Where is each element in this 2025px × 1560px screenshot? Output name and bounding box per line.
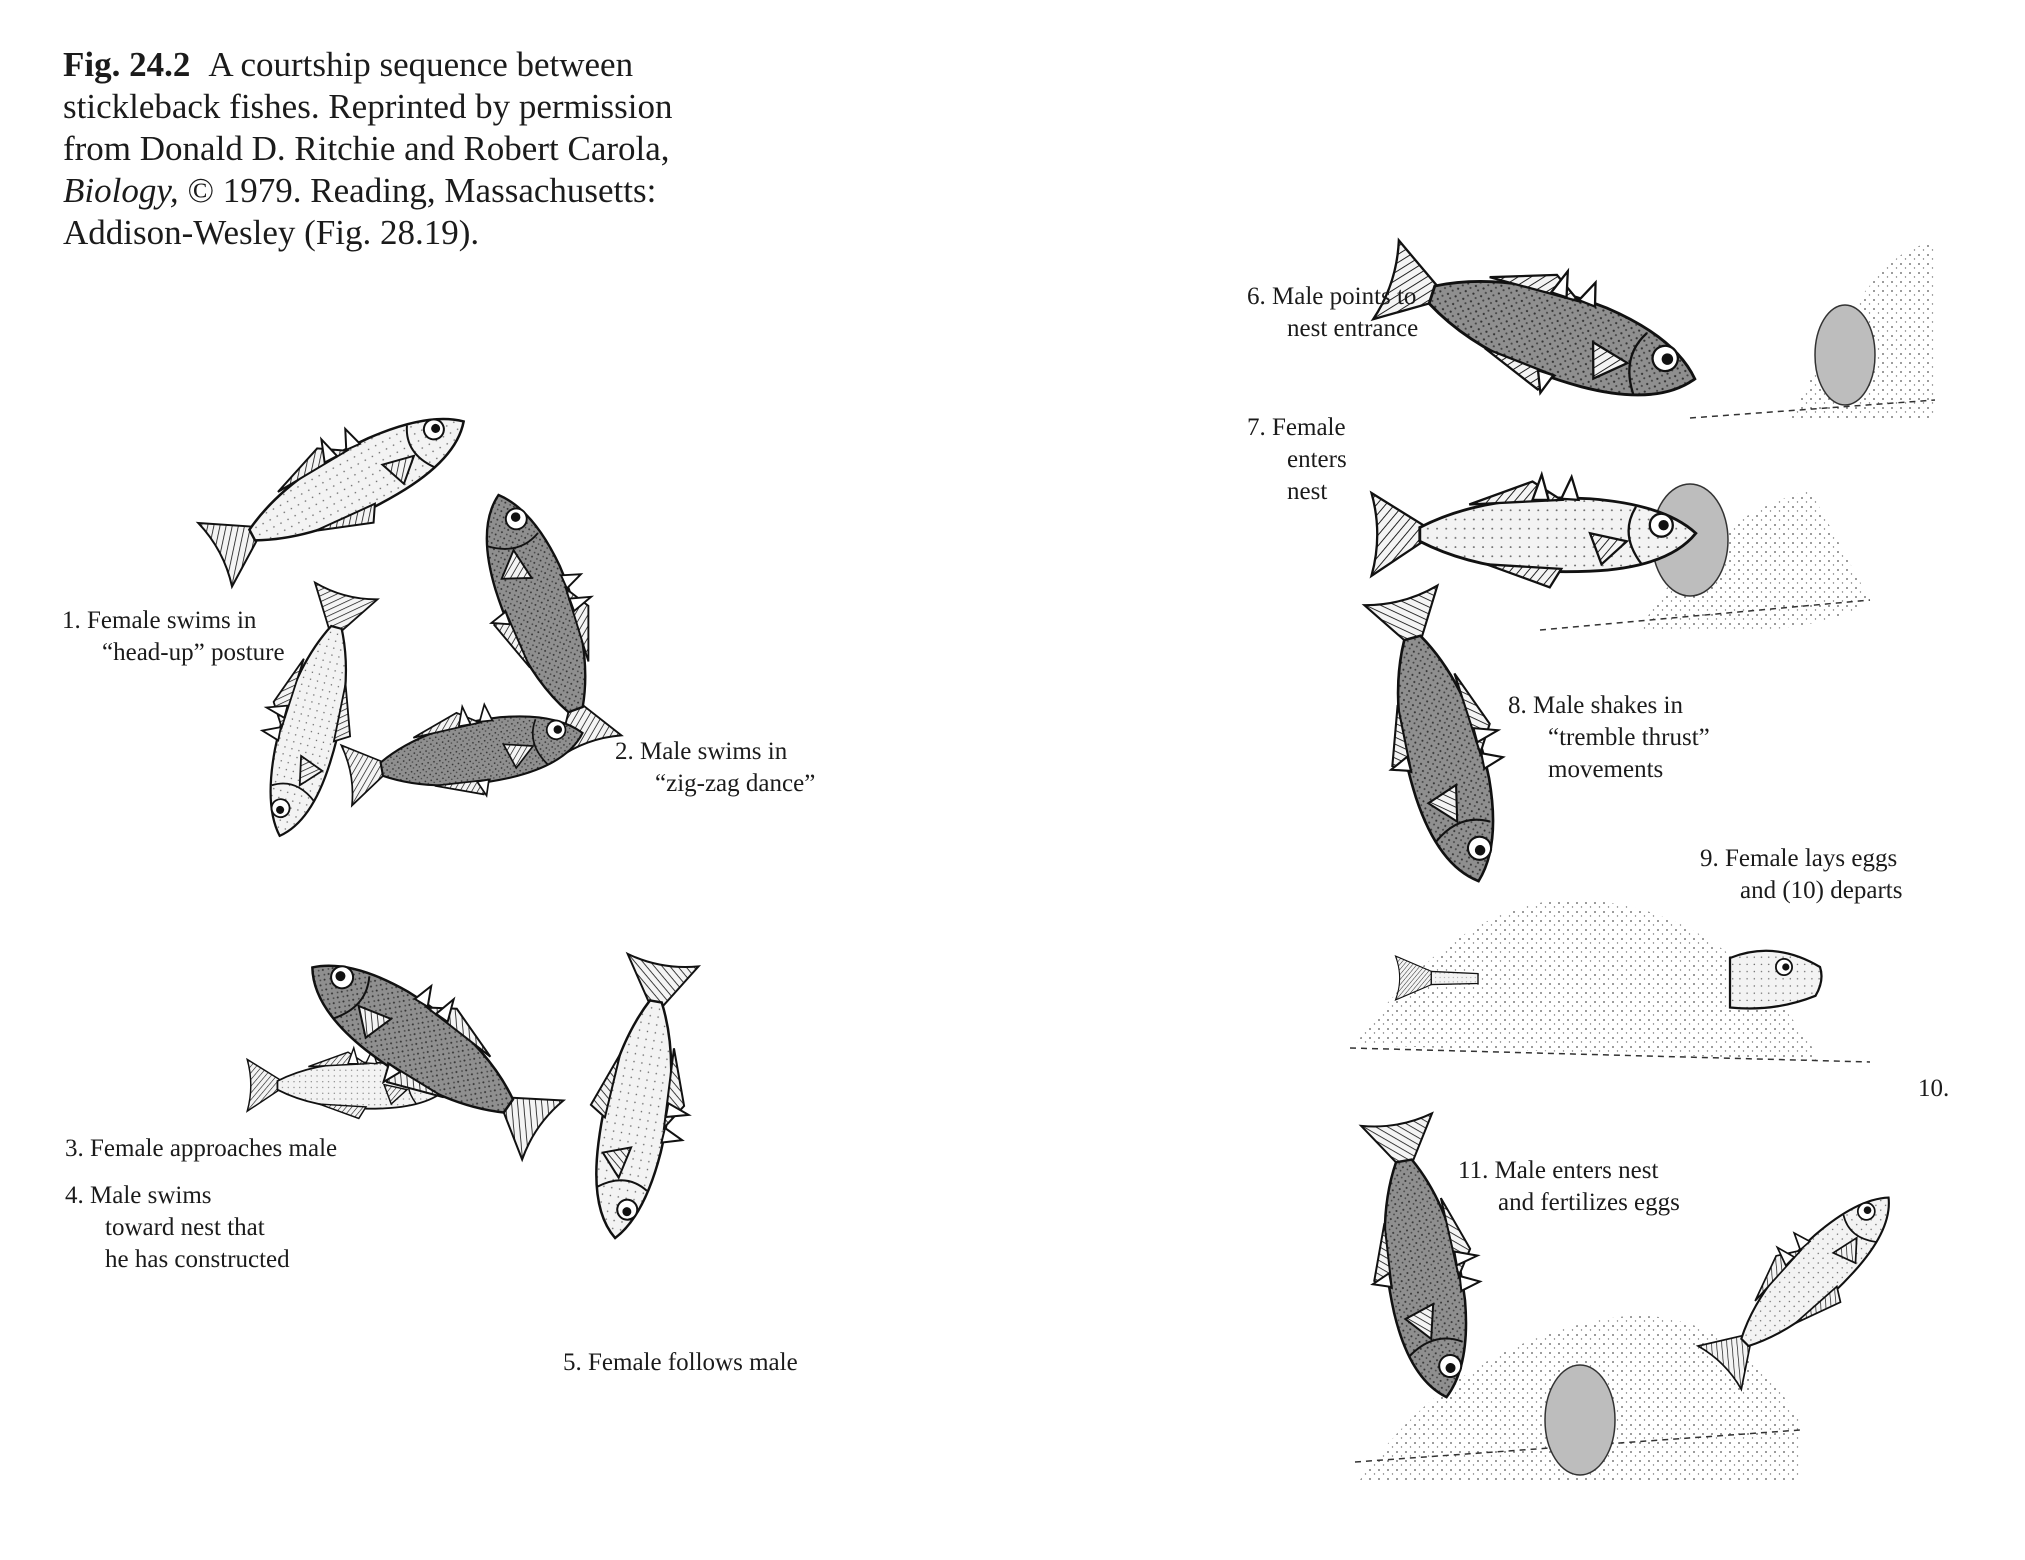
step-1-line-1: 1. Female swims in: [62, 607, 257, 634]
fish-6-male-points: [1368, 219, 1715, 437]
caption-book-title: Biology,: [63, 171, 179, 210]
figure-number: Fig. 24.2: [63, 45, 191, 84]
caption-text-4: © 1979. Reading, Massachusetts:: [178, 171, 657, 210]
step-3-label: [65, 1133, 337, 1165]
step-8-label: [1508, 690, 1710, 786]
step-9-label: [1700, 843, 1902, 907]
step-9-line-1: 9. Female lays eggs: [1700, 845, 1898, 872]
fish-1-female-head-up: [191, 376, 486, 595]
step-10-label: [1918, 1073, 1949, 1105]
step-4-line-2: toward nest that: [105, 1214, 265, 1241]
fish-5-female-follows: [569, 952, 714, 1247]
step-2-line-2: “zig-zag dance”: [655, 770, 816, 797]
fish-10-female-head: [1730, 951, 1822, 1009]
caption-line-5: Addison-Wesley (Fig. 28.19).: [63, 213, 480, 252]
step-4-label: [65, 1180, 290, 1276]
step-4-line-3: he has constructed: [105, 1246, 290, 1273]
step-7-line-1: 7. Female: [1247, 414, 1346, 441]
fish-8-male-tremble: [1348, 580, 1534, 895]
step-6-line-2: nest entrance: [1287, 315, 1419, 342]
step-9-line-2: and (10) departs: [1740, 877, 1903, 904]
fish-2b-male-curved: [338, 687, 590, 819]
caption-text-1: A courtship sequence between: [208, 45, 634, 84]
step-6-label: [1247, 281, 1418, 345]
step-4-line-1: 4. Male swims: [65, 1182, 212, 1209]
step-6-line-1: 6. Male points to: [1247, 283, 1417, 310]
step-11-label: [1458, 1155, 1680, 1219]
step-8-line-1: 8. Male shakes in: [1508, 692, 1683, 719]
step-3-line-1: 3. Female approaches male: [65, 1135, 338, 1162]
step-8-line-2: “tremble thrust”: [1548, 724, 1710, 751]
fish-7-female-enters: [1372, 475, 1696, 588]
step-5-line-1: 5. Female follows male: [563, 1349, 798, 1376]
step-7-line-2: enters: [1287, 446, 1347, 473]
step-10-line-1: 10.: [1918, 1075, 1950, 1102]
step-2-label: [615, 736, 815, 800]
step-7-line-3: nest: [1287, 478, 1328, 505]
fish-11-female-departs: [1688, 1167, 1916, 1395]
caption-line-3: from Donald D. Ritchie and Robert Carola,: [63, 129, 670, 168]
step-5-label: [563, 1347, 798, 1379]
nest-6: [1690, 244, 1935, 420]
caption-line-2: stickleback fishes. Reprinted by permission: [63, 87, 673, 126]
step-7-label: [1247, 412, 1347, 508]
step-11-line-1: 11. Male enters nest: [1458, 1157, 1659, 1184]
step-11-line-2: and fertilizes eggs: [1498, 1189, 1680, 1216]
step-1-line-2: “head-up” posture: [102, 639, 285, 666]
step-2-line-1: 2. Male swims in: [615, 738, 788, 765]
step-1-label: [62, 605, 285, 669]
step-8-line-3: movements: [1548, 756, 1664, 783]
